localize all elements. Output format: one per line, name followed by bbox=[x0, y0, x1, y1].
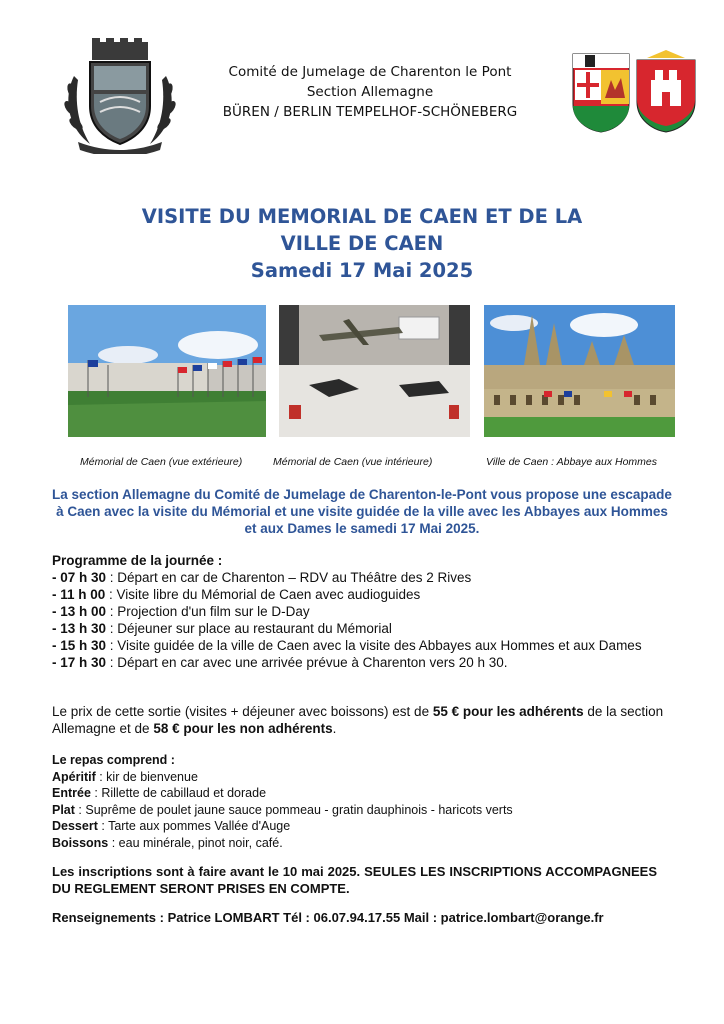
programme-section bbox=[52, 552, 672, 671]
menu-section bbox=[52, 752, 672, 851]
committee-name: Comité de Jumelage de Charenton le Pont bbox=[228, 64, 512, 80]
programme-time: - 17 h 30 bbox=[52, 655, 107, 670]
programme-time: - 11 h 00 bbox=[52, 587, 106, 602]
menu-text: : eau minérale, pinot noir, café. bbox=[108, 835, 283, 850]
menu-label: Apéritif bbox=[52, 769, 96, 784]
programme-text: : Visite libre du Mémorial de Caen avec audioguides bbox=[105, 587, 421, 602]
caption-abbaye: Ville de Caen : Abbaye aux Hommes bbox=[486, 456, 658, 468]
price-non-members: 58 € pour les non adhérents bbox=[153, 721, 333, 736]
price-text-3: . bbox=[332, 721, 337, 736]
menu-item bbox=[52, 802, 672, 819]
memorial-exterior-photo bbox=[68, 305, 266, 437]
caption-memorial-exterior: Mémorial de Caen (vue extérieure) bbox=[80, 456, 243, 468]
menu-text: : Suprême de poulet jaune sauce pommeau - gratin dauphinois - haricots verts bbox=[74, 802, 513, 817]
programme-item bbox=[52, 620, 672, 637]
price-paragraph bbox=[52, 703, 672, 737]
programme-item bbox=[52, 569, 672, 586]
menu-item bbox=[52, 785, 672, 802]
abbaye-aux-hommes-photo bbox=[484, 305, 675, 437]
menu-text: : Rillette de cabillaud et dorade bbox=[90, 786, 267, 800]
programme-item bbox=[52, 603, 672, 620]
programme-item bbox=[52, 654, 672, 671]
menu-item bbox=[52, 769, 672, 786]
programme-text: : Départ en car de Charenton – RDV au Théâtre des 2 Rives bbox=[106, 570, 472, 585]
title-line-2: VILLE DE CAEN bbox=[280, 232, 444, 255]
contact-info: Renseignements : Patrice LOMBART Tél : 06.07.94.17.55 Mail : patrice.lombart@orange.fr bbox=[52, 910, 604, 925]
intro-paragraph: La section Allemagne du Comité de Jumelage de Charenton-le-Pont vous propose une escapade à Caen avec la visite du Mémorial et une visite guidée de la ville avec les Abbayes aux Hommes et aux Dames le samedi 17 Mai 2025. bbox=[52, 487, 672, 536]
programme-item bbox=[52, 586, 672, 603]
menu-label: Dessert bbox=[52, 819, 98, 833]
title-line-1: VISITE DU MEMORIAL DE CAEN ET DE LA bbox=[141, 205, 583, 228]
menu-item bbox=[52, 818, 672, 835]
menu-label: Entrée bbox=[52, 786, 91, 800]
programme-text: : Projection d'un film sur le D-Day bbox=[106, 604, 310, 619]
memorial-interior-photo bbox=[279, 305, 470, 437]
inscriptions-notice: Les inscriptions sont à faire avant le 10 mai 2025. SEULES LES INSCRIPTIONS ACCOMPAGNEES DU REGLEMENT SERONT PRISES EN COMPTE. bbox=[52, 864, 657, 896]
menu-text: : kir de bienvenue bbox=[95, 769, 198, 784]
menu-heading: Le repas comprend : bbox=[52, 753, 175, 767]
programme-heading: Programme de la journée : bbox=[52, 553, 223, 568]
event-date: Samedi 17 Mai 2025 bbox=[250, 259, 474, 282]
menu-label: Plat bbox=[52, 802, 75, 817]
menu-label: Boissons bbox=[52, 835, 109, 850]
programme-time: - 07 h 30 bbox=[52, 570, 107, 585]
section-name: Section Allemagne bbox=[306, 84, 434, 100]
programme-time: - 15 h 30 bbox=[52, 638, 107, 653]
menu-text: : Tarte aux pommes Vallée d'Auge bbox=[97, 819, 291, 833]
price-text-1: Le prix de cette sortie (visites + déjeuner avec boissons) est de bbox=[52, 704, 433, 719]
committee-header bbox=[190, 62, 550, 122]
event-title bbox=[100, 203, 624, 284]
price-text-2: de la section Allemagne et de bbox=[52, 704, 664, 736]
charenton-coat-of-arms-logo bbox=[60, 36, 180, 154]
programme-item bbox=[52, 637, 672, 654]
programme-text: : Déjeuner sur place au restaurant du Mémorial bbox=[106, 621, 392, 636]
programme-time: - 13 h 30 bbox=[52, 621, 107, 636]
menu-item bbox=[52, 835, 672, 852]
twin-cities: BÜREN / BERLIN TEMPELHOF-SCHÖNEBERG bbox=[222, 104, 518, 120]
programme-time: - 13 h 00 bbox=[52, 604, 107, 619]
programme-text: : Départ en car avec une arrivée prévue à Charenton vers 20 h 30. bbox=[106, 655, 508, 670]
programme-text: : Visite guidée de la ville de Caen avec la visite des Abbayes aux Hommes et aux Dames bbox=[106, 638, 642, 653]
caption-memorial-interior: Mémorial de Caen (vue intérieure) bbox=[273, 456, 433, 468]
price-members: 55 € pour les adhérents bbox=[432, 704, 584, 719]
twin-cities-coats-of-arms bbox=[571, 50, 697, 134]
